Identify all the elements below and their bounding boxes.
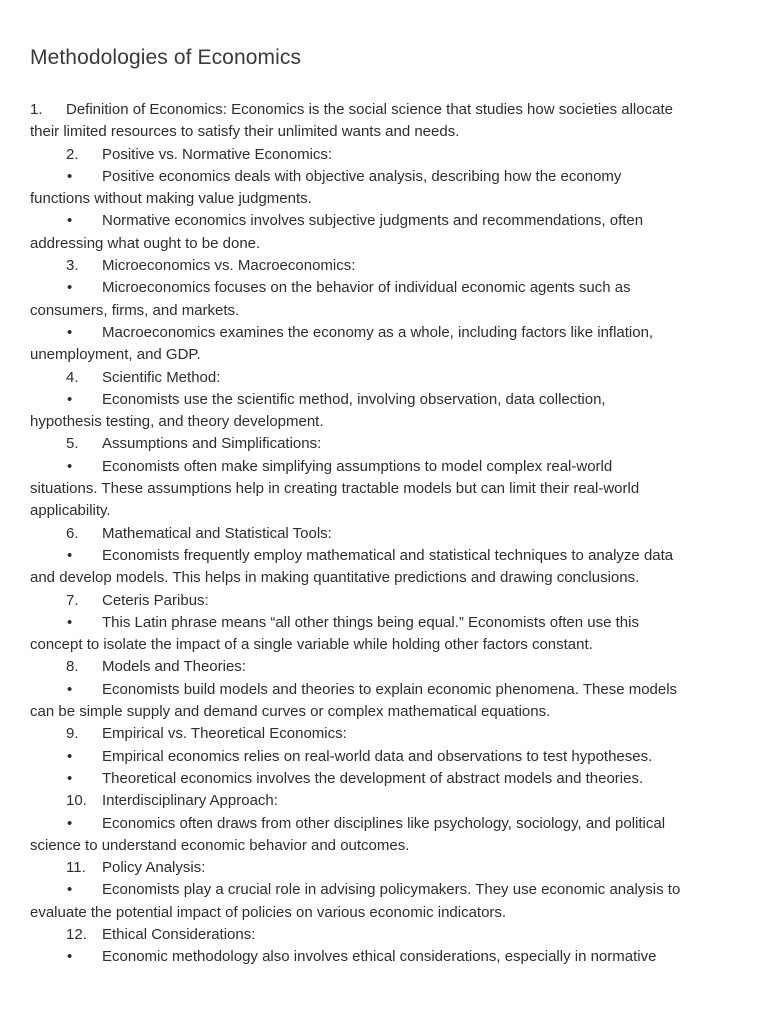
document-title: Methodologies of Economics bbox=[30, 46, 302, 69]
bullet-item bbox=[30, 210, 742, 232]
bullet-marker: • bbox=[67, 680, 73, 698]
numbered-item bbox=[30, 99, 742, 121]
line-text: Ceteris Paribus: bbox=[102, 591, 209, 609]
bullet-marker: • bbox=[67, 613, 73, 631]
line-text: Economists play a crucial role in advising policymakers. They use economic analysis to bbox=[102, 881, 681, 899]
line-text: applicability. bbox=[30, 502, 111, 520]
item-number: 2. bbox=[66, 145, 79, 163]
line-text: Macroeconomics examines the economy as a whole, including factors like inflation, bbox=[102, 323, 654, 341]
bullet-marker: • bbox=[67, 814, 73, 832]
bullet-marker: • bbox=[67, 279, 73, 297]
bullet-item bbox=[30, 456, 742, 478]
bullet-marker: • bbox=[67, 769, 73, 787]
line-text: Microeconomics focuses on the behavior of individual economic agents such as bbox=[102, 279, 631, 297]
line-text: their limited resources to satisfy their unlimited wants and needs. bbox=[30, 123, 460, 141]
bullet-marker: • bbox=[67, 390, 73, 408]
line-text: Economics often draws from other disciplines like psychology, sociology, and political bbox=[102, 814, 666, 832]
bullet-item bbox=[30, 166, 742, 188]
line-text: evaluate the potential impact of policies on various economic indicators. bbox=[30, 903, 507, 921]
text-line-continuation bbox=[30, 634, 742, 656]
text-line-continuation bbox=[30, 188, 742, 210]
line-text: functions without making value judgments. bbox=[30, 190, 312, 208]
text-line-continuation bbox=[30, 121, 742, 143]
line-text: Theoretical economics involves the development of abstract models and theories. bbox=[102, 769, 644, 787]
bullet-marker: • bbox=[67, 747, 73, 765]
item-number: 12. bbox=[66, 925, 87, 943]
bullet-marker: • bbox=[67, 212, 73, 230]
line-text: science to understand economic behavior and outcomes. bbox=[30, 836, 410, 854]
numbered-item bbox=[30, 367, 742, 389]
line-text: Microeconomics vs. Macroeconomics: bbox=[102, 257, 356, 275]
numbered-item bbox=[30, 857, 742, 879]
line-text: Economic methodology also involves ethical considerations, especially in normative bbox=[102, 948, 657, 966]
document-body bbox=[30, 99, 742, 969]
line-text: addressing what ought to be done. bbox=[30, 234, 261, 252]
line-text: Ethical Considerations: bbox=[102, 925, 256, 943]
bullet-marker: • bbox=[67, 323, 73, 341]
bullet-item bbox=[30, 612, 742, 634]
line-text: Assumptions and Simplifications: bbox=[102, 435, 322, 453]
bullet-marker: • bbox=[67, 546, 73, 564]
line-text: Mathematical and Statistical Tools: bbox=[102, 524, 332, 542]
item-number: 11. bbox=[66, 859, 86, 877]
bullet-item bbox=[30, 322, 742, 344]
bullet-marker: • bbox=[67, 457, 73, 475]
numbered-item bbox=[30, 523, 742, 545]
item-number: 8. bbox=[66, 658, 79, 676]
bullet-marker: • bbox=[67, 167, 73, 185]
line-text: Economists frequently employ mathematical and statistical techniques to analyze data bbox=[102, 546, 674, 564]
line-text: situations. These assumptions help in creating tractable models but can limit their real-world bbox=[30, 480, 640, 498]
text-line-continuation bbox=[30, 500, 742, 522]
item-number: 3. bbox=[66, 257, 79, 275]
line-text: can be simple supply and demand curves or complex mathematical equations. bbox=[30, 703, 551, 721]
item-number: 1. bbox=[30, 101, 43, 118]
line-text: Policy Analysis: bbox=[102, 859, 206, 877]
line-text: Normative economics involves subjective judgments and recommendations, often bbox=[102, 212, 644, 230]
line-text: Economists often make simplifying assumptions to model complex real-world bbox=[102, 457, 613, 475]
line-text: Definition of Economics: Economics is the social science that studies how societies allocate bbox=[66, 101, 673, 118]
text-line-continuation bbox=[30, 701, 742, 723]
text-line-continuation bbox=[30, 233, 742, 255]
line-text: This Latin phrase means “all other things being equal.” Economists often use this bbox=[102, 613, 639, 631]
numbered-item bbox=[30, 255, 742, 277]
numbered-item bbox=[30, 590, 742, 612]
text-line-continuation bbox=[30, 835, 742, 857]
line-text: and develop models. This helps in making quantitative predictions and drawing conclusions. bbox=[30, 569, 640, 587]
bullet-marker: • bbox=[67, 948, 73, 966]
text-line-continuation bbox=[30, 344, 742, 366]
item-number: 7. bbox=[66, 591, 79, 609]
line-text: Economists use the scientific method, involving observation, data collection, bbox=[102, 390, 606, 408]
bullet-item bbox=[30, 679, 742, 701]
item-number: 6. bbox=[66, 524, 79, 542]
line-text: Scientific Method: bbox=[102, 368, 221, 386]
numbered-item bbox=[30, 656, 742, 678]
item-number: 10. bbox=[66, 792, 87, 810]
bullet-item bbox=[30, 389, 742, 411]
text-line-continuation bbox=[30, 411, 742, 433]
line-text: Positive vs. Normative Economics: bbox=[102, 145, 333, 163]
bullet-item bbox=[30, 768, 742, 790]
bullet-item bbox=[30, 813, 742, 835]
bullet-item bbox=[30, 746, 742, 768]
bullet-item bbox=[30, 946, 742, 968]
bullet-item bbox=[30, 545, 742, 567]
numbered-item bbox=[30, 723, 742, 745]
line-text: Positive economics deals with objective analysis, describing how the economy bbox=[102, 167, 622, 185]
numbered-item bbox=[30, 924, 742, 946]
item-number: 9. bbox=[66, 725, 79, 743]
line-text: Models and Theories: bbox=[102, 658, 246, 676]
numbered-item bbox=[30, 144, 742, 166]
line-text: Economists build models and theories to explain economic phenomena. These models bbox=[102, 680, 678, 698]
line-text: Interdisciplinary Approach: bbox=[102, 792, 278, 810]
line-text: hypothesis testing, and theory development. bbox=[30, 413, 324, 431]
text-line-continuation bbox=[30, 478, 742, 500]
bullet-item bbox=[30, 277, 742, 299]
line-text: consumers, firms, and markets. bbox=[30, 301, 240, 319]
bullet-item bbox=[30, 879, 742, 901]
line-text: Empirical economics relies on real-world data and observations to test hypotheses. bbox=[102, 747, 653, 765]
bullet-marker: • bbox=[67, 881, 73, 899]
item-number: 4. bbox=[66, 368, 79, 386]
text-line-continuation bbox=[30, 902, 742, 924]
text-line-continuation bbox=[30, 300, 742, 322]
text-line-continuation bbox=[30, 567, 742, 589]
numbered-item bbox=[30, 433, 742, 455]
line-text: unemployment, and GDP. bbox=[30, 346, 201, 364]
line-text: Empirical vs. Theoretical Economics: bbox=[102, 725, 347, 743]
numbered-item bbox=[30, 790, 742, 812]
line-text: concept to isolate the impact of a single variable while holding other factors constant. bbox=[30, 636, 593, 654]
item-number: 5. bbox=[66, 435, 79, 453]
